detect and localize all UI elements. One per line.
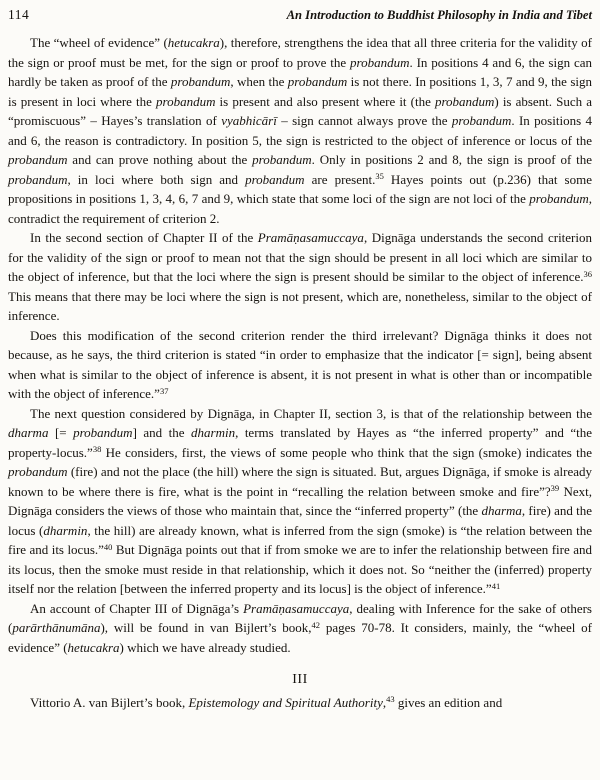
- paragraph-1: The “wheel of evidence” (hetucakra), therefore, strengthens the idea that all three criteria for the validity of the sign or proof must be met, for the sign or proof to prove the probandum. In positions 4 and 6, the sign can hardly be taken as proof of the probandum, when the probandum is not there. In positions 1, 3, 7 and 9, the sign is present in loci where the probandum is present and also present where it (the probandum) is absent. Such a “promiscuous” – Hayes’s translation of vyabhicārī – sign cannot always prove the probandum. In positions 4 and 6, the reason is contradictory. In position 5, the sign is restricted to the object of inference or locus of the probandum and can prove nothing about the probandum. Only in positions 2 and 8, the sign is proof of the probandum, in loci where both sign and probandum are present.$^{35}$ Hayes points out (p.236) that some propositions in positions 1, 3, 4, 6, 7 and 9, which state that some loci of the sign are not loci of the probandum, contradict the requirement of criterion 2.: [8, 35, 593, 226]
- paragraph-2: In the second section of Chapter II of the Pramāṇasamuccaya, Dignāga understands the second criterion for the validity of the sign or proof to mean not that the sign should be present in all loci which are similar to the object of inference, but that the loci where the sign is present should be similar to the object of inference.$^{36}$ This means that there may be loci where the sign is not present, which are, nonetheless, similar to the object of inference.: [8, 230, 593, 323]
- paragraph-5: An account of Chapter III of Dignāga’s Pramāṇasamuccaya, dealing with Inference for the sake of others (parārthānumāna), will be found in van Bijlert’s book,$^{42}$ pages 70-78. It considers, mainly, the “wheel of evidence” (hetucakra) which we have already studied.: [8, 600, 592, 655]
- paragraph-6: Vittorio A. van Bijlert’s book, Epistemology and Spiritual Authority,$^{43}$ gives an edition and: [30, 694, 503, 710]
- page-body: [8, 33, 592, 712]
- page-number: 114: [8, 7, 30, 22]
- section-heading: III: [292, 672, 308, 687]
- page-header: [8, 7, 592, 23]
- running-title: An Introduction to Buddhist Philosophy in India and Tibet: [286, 8, 592, 22]
- paragraph-4: The next question considered by Dignāga, in Chapter II, section 3, is that of the relationship between the dharma [= probandum] and the dharmin, terms translated by Hayes as “the inferred property” and “the property-locus.”$^{38}$ He considers, first, the views of some people who think that the sign (smoke) indicates the probandum (fire) and not the place (the hill) where the sign is situated. But, argues Dignāga, if smoke is already known to be where there is fire, what is the point in “recalling the relation between smoke and fire”?$^{39}$ Next, Dignāga considers the views of those who maintain that, since the “inferred property” (the dharma, fire) and the locus (dharmin, the hill) are already known, what is inferred from the sign (smoke) is “the relation between the fire and its locus.”$^{40}$ But Dignāga points out that if from smoke we are to infer the relationship between fire and its locus, then the smoke must reside in that relationship, which it does not. So “neither the (inferred) property itself nor the relation [between the inferred property and its locus] is the object of inference.”$^{41}$: [8, 405, 592, 596]
- paragraph-3: Does this modification of the second criterion render the third irrelevant? Dignāga thinks it does not because, as he says, the third criterion is stated “in order to emphasize that the indicator [= sign], being absent when what is similar to the object of inference is absent, it is not present in what is other than or incompatible with the object of inference.”$^{37}$: [8, 327, 592, 401]
